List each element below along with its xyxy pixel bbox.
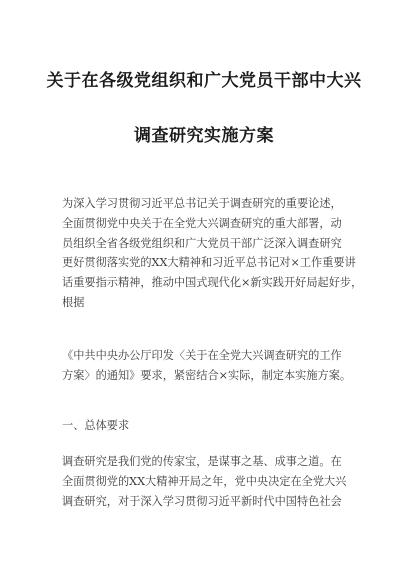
text-line: 调查研究，对于深入学习贯彻习近平新时代中国特色社会: [62, 494, 342, 508]
document-title-line-1: 关于在各级党组织和广大党员干部中大兴: [46, 71, 362, 91]
body-paragraph: [62, 452, 352, 511]
section-heading: [62, 416, 352, 436]
intro-paragraph: [62, 194, 363, 313]
text-line: 调查研究是我们党的传家宝，是谋事之基、成事之道。在: [62, 455, 342, 468]
text-line: 全面贯彻党的XX大精神开局之年，党中央决定在全党大兴: [62, 474, 347, 488]
document-title-line-2: 调查研究实施方案: [134, 126, 274, 146]
text-line: 更好贯彻落实党的XX大精神和习近平总书记对×工作重要讲: [62, 256, 356, 270]
text-line: 话重要指示精神，推动中国式现代化×新实践开好局起好步，: [62, 276, 363, 290]
text-line: 全面贯彻党中央关于在全党大兴调查研究的重大部署，动: [62, 216, 342, 230]
text-line: 方案〉的通知》要求，紧密结合×实际，制定本实施方案。: [62, 368, 352, 382]
section-heading-text: 一、总体要求: [62, 419, 130, 432]
text-line: 根据: [62, 295, 85, 309]
basis-paragraph: [62, 346, 352, 386]
text-line: 员组织全省各级党组织和广大党员干部广泛深入调查研究: [62, 236, 342, 250]
text-line: 为深入学习贯彻习近平总书记关于调查研究的重要论述，: [62, 197, 342, 210]
text-line: 《中共中央办公厅印发〈关于在全党大兴调查研究的工作: [62, 349, 342, 362]
